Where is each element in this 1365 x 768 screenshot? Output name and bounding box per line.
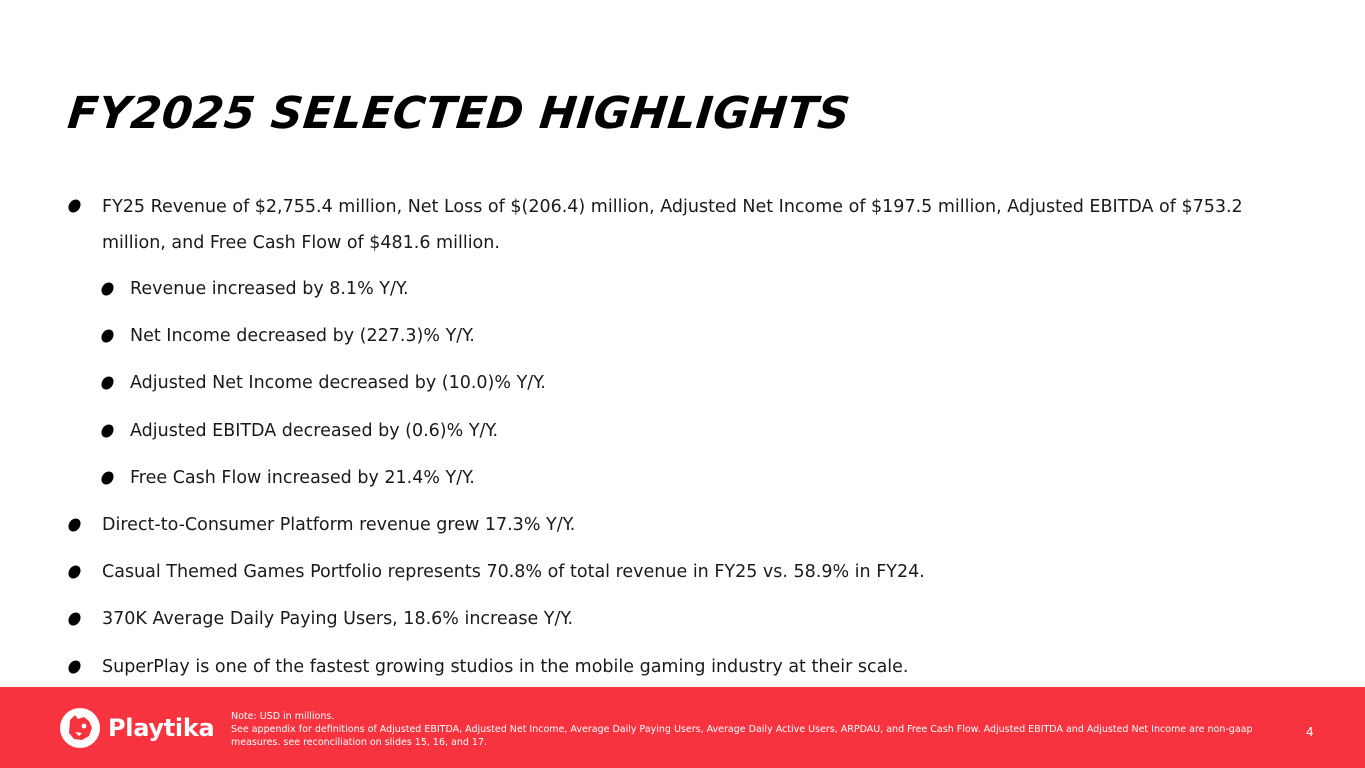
list-item: Free Cash Flow increased by 21.4% Y/Y. xyxy=(130,468,475,488)
list-item: Net Income decreased by (227.3)% Y/Y. xyxy=(130,326,475,346)
brand-name: Playtika xyxy=(108,714,215,742)
footnote-line: Note: USD in millions. xyxy=(231,711,335,722)
footnote-line: See appendix for definitions of Adjusted EBITDA, Adjusted Net Income, Average Daily Paying Users, Average Daily Active Users, ARPDAU, and Free Cash Flow. Adjusted EBITDA and Adjusted Net Income are non-gaap measures. see reconciliation on slides 15, 16, and 17. xyxy=(231,724,1253,748)
list-item: Revenue increased by 8.1% Y/Y. xyxy=(130,279,409,299)
bullet-dot xyxy=(66,658,83,676)
list-item: FY25 Revenue of $2,755.4 million, Net Loss of $(206.4) million, Adjusted Net Income of $197.5 million, Adjusted EBITDA of $753.2 million, and Free Cash Flow of $481.6 million. xyxy=(102,197,1243,253)
list-item: 370K Average Daily Paying Users, 18.6% increase Y/Y. xyxy=(102,609,574,629)
bullet-dot xyxy=(66,610,83,628)
bullet-dot xyxy=(99,327,116,345)
slide-title: FY2025 SELECTED HIGHLIGHTS xyxy=(65,88,853,139)
page-number: 4 xyxy=(1306,725,1314,739)
footnote xyxy=(231,710,1261,749)
list-item: Adjusted Net Income decreased by (10.0)% Y/Y. xyxy=(130,373,546,393)
footer-bar xyxy=(0,687,1365,768)
bullet-dot xyxy=(66,563,83,581)
bullet-dot xyxy=(66,516,83,534)
brand-logo xyxy=(58,706,214,750)
panther-icon xyxy=(58,706,102,750)
bullet-dot xyxy=(99,280,116,298)
list-item: Adjusted EBITDA decreased by (0.6)% Y/Y. xyxy=(130,421,499,441)
list-item: Direct-to-Consumer Platform revenue grew 17.3% Y/Y. xyxy=(102,515,576,535)
list-item: SuperPlay is one of the fastest growing studios in the mobile gaming industry at their scale. xyxy=(102,657,909,677)
bullet-dot xyxy=(99,374,116,392)
bullet-dot xyxy=(99,469,116,487)
bullet-dot xyxy=(99,422,116,440)
bullet-dot xyxy=(66,197,83,215)
list-item: Casual Themed Games Portfolio represents 70.8% of total revenue in FY25 vs. 58.9% in FY24. xyxy=(102,562,925,582)
